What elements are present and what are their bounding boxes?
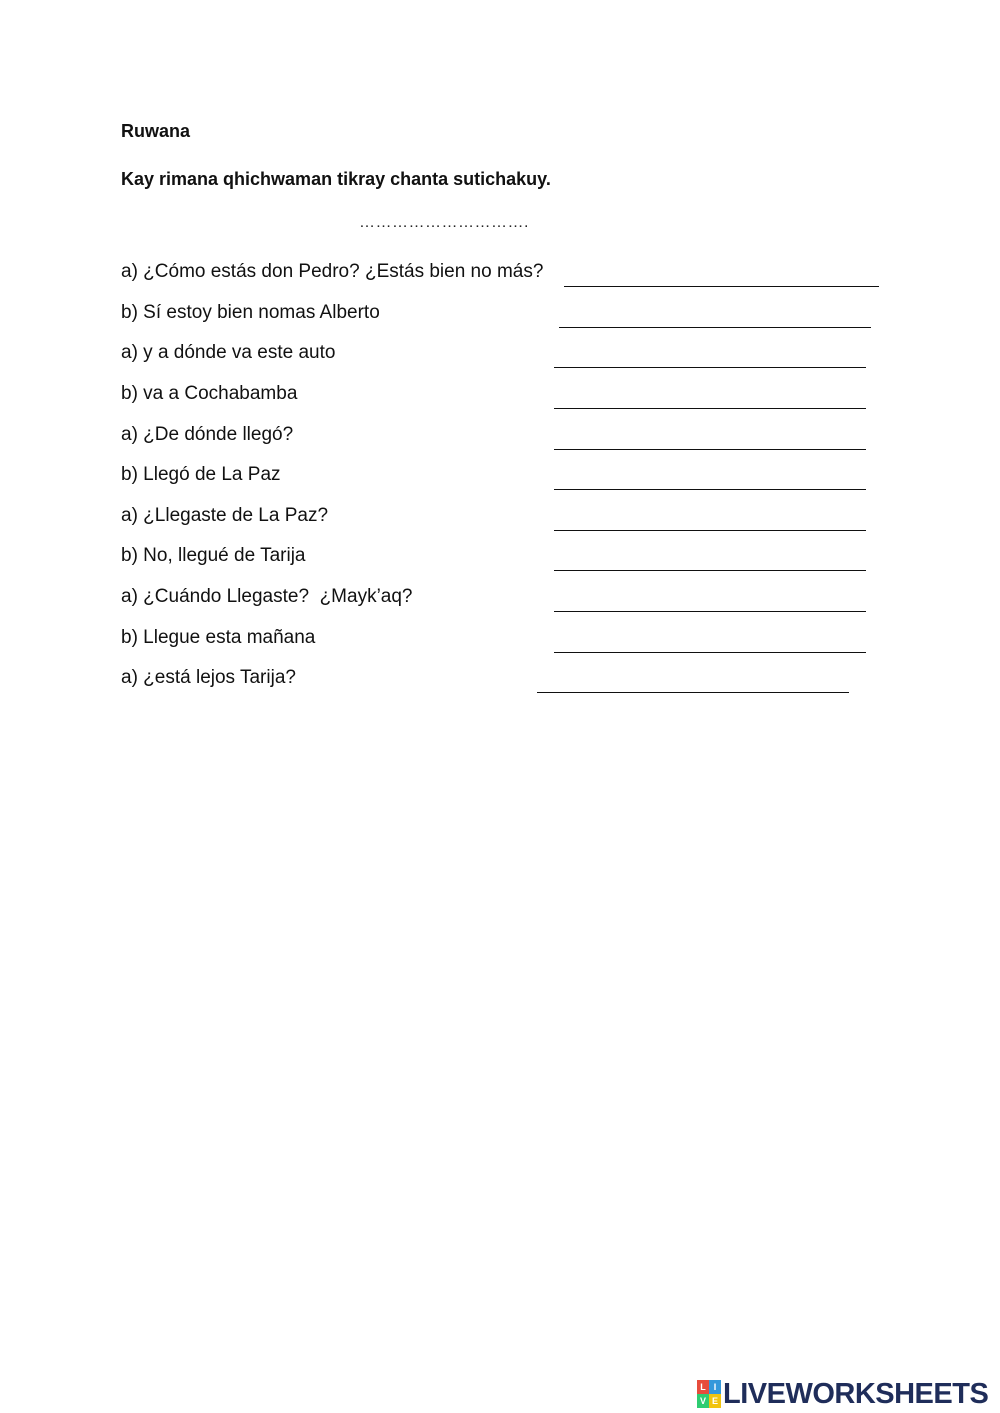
- answer-input[interactable]: [537, 671, 849, 693]
- prompt-text: a) ¿está lejos Tarija?: [121, 667, 296, 688]
- exercise-row: [121, 505, 891, 531]
- answer-input[interactable]: [554, 509, 866, 531]
- logo-text: LIVEWORKSHEETS: [723, 1377, 989, 1410]
- exercise-row: [121, 342, 891, 368]
- answer-input[interactable]: [559, 306, 871, 328]
- prompt-text: b) va a Cochabamba: [121, 383, 298, 404]
- worksheet-title: Ruwana: [121, 121, 191, 141]
- answer-input[interactable]: [554, 387, 866, 409]
- instruction-text: Kay rimana qhichwaman tikray chanta sutichakuy.: [121, 169, 551, 189]
- answer-input[interactable]: [564, 265, 879, 287]
- prompt-text: b) Llegue esta mañana: [121, 627, 316, 648]
- prompt-text: a) ¿Llegaste de La Paz?: [121, 505, 329, 526]
- exercise-row: [121, 586, 891, 612]
- answer-input[interactable]: [554, 549, 866, 571]
- exercise-row: [121, 545, 891, 571]
- exercise-row: [121, 667, 891, 693]
- prompt-text: b) Sí estoy bien nomas Alberto: [121, 302, 380, 323]
- answer-input[interactable]: [554, 468, 866, 490]
- prompt-text: a) ¿Cuándo Llegaste? ¿Mayk’aq?: [121, 586, 413, 607]
- prompt-text: b) Llegó de La Paz: [121, 464, 281, 485]
- exercise-row: [121, 464, 891, 490]
- exercise-row: [121, 383, 891, 409]
- exercise-row: [121, 424, 891, 450]
- prompt-text: a) ¿Cómo estás don Pedro? ¿Estás bien no más?: [121, 261, 544, 282]
- dotted-line: ………………………….: [359, 214, 529, 231]
- logo-letter: I: [709, 1380, 721, 1394]
- prompt-text: b) No, llegué de Tarija: [121, 545, 306, 566]
- logo-mark-icon: [697, 1380, 721, 1408]
- answer-input[interactable]: [554, 590, 866, 612]
- exercise-row: [121, 261, 891, 287]
- exercise-row: [121, 302, 891, 328]
- answer-input[interactable]: [554, 346, 866, 368]
- answer-input[interactable]: [554, 428, 866, 450]
- logo-letter: V: [697, 1394, 709, 1408]
- logo-letter: E: [709, 1394, 721, 1408]
- logo-letter: L: [697, 1380, 709, 1394]
- liveworksheets-logo: [697, 1376, 988, 1412]
- prompt-text: a) y a dónde va este auto: [121, 342, 336, 363]
- prompt-text: a) ¿De dónde llegó?: [121, 424, 294, 445]
- exercise-row: [121, 627, 891, 653]
- answer-input[interactable]: [554, 631, 866, 653]
